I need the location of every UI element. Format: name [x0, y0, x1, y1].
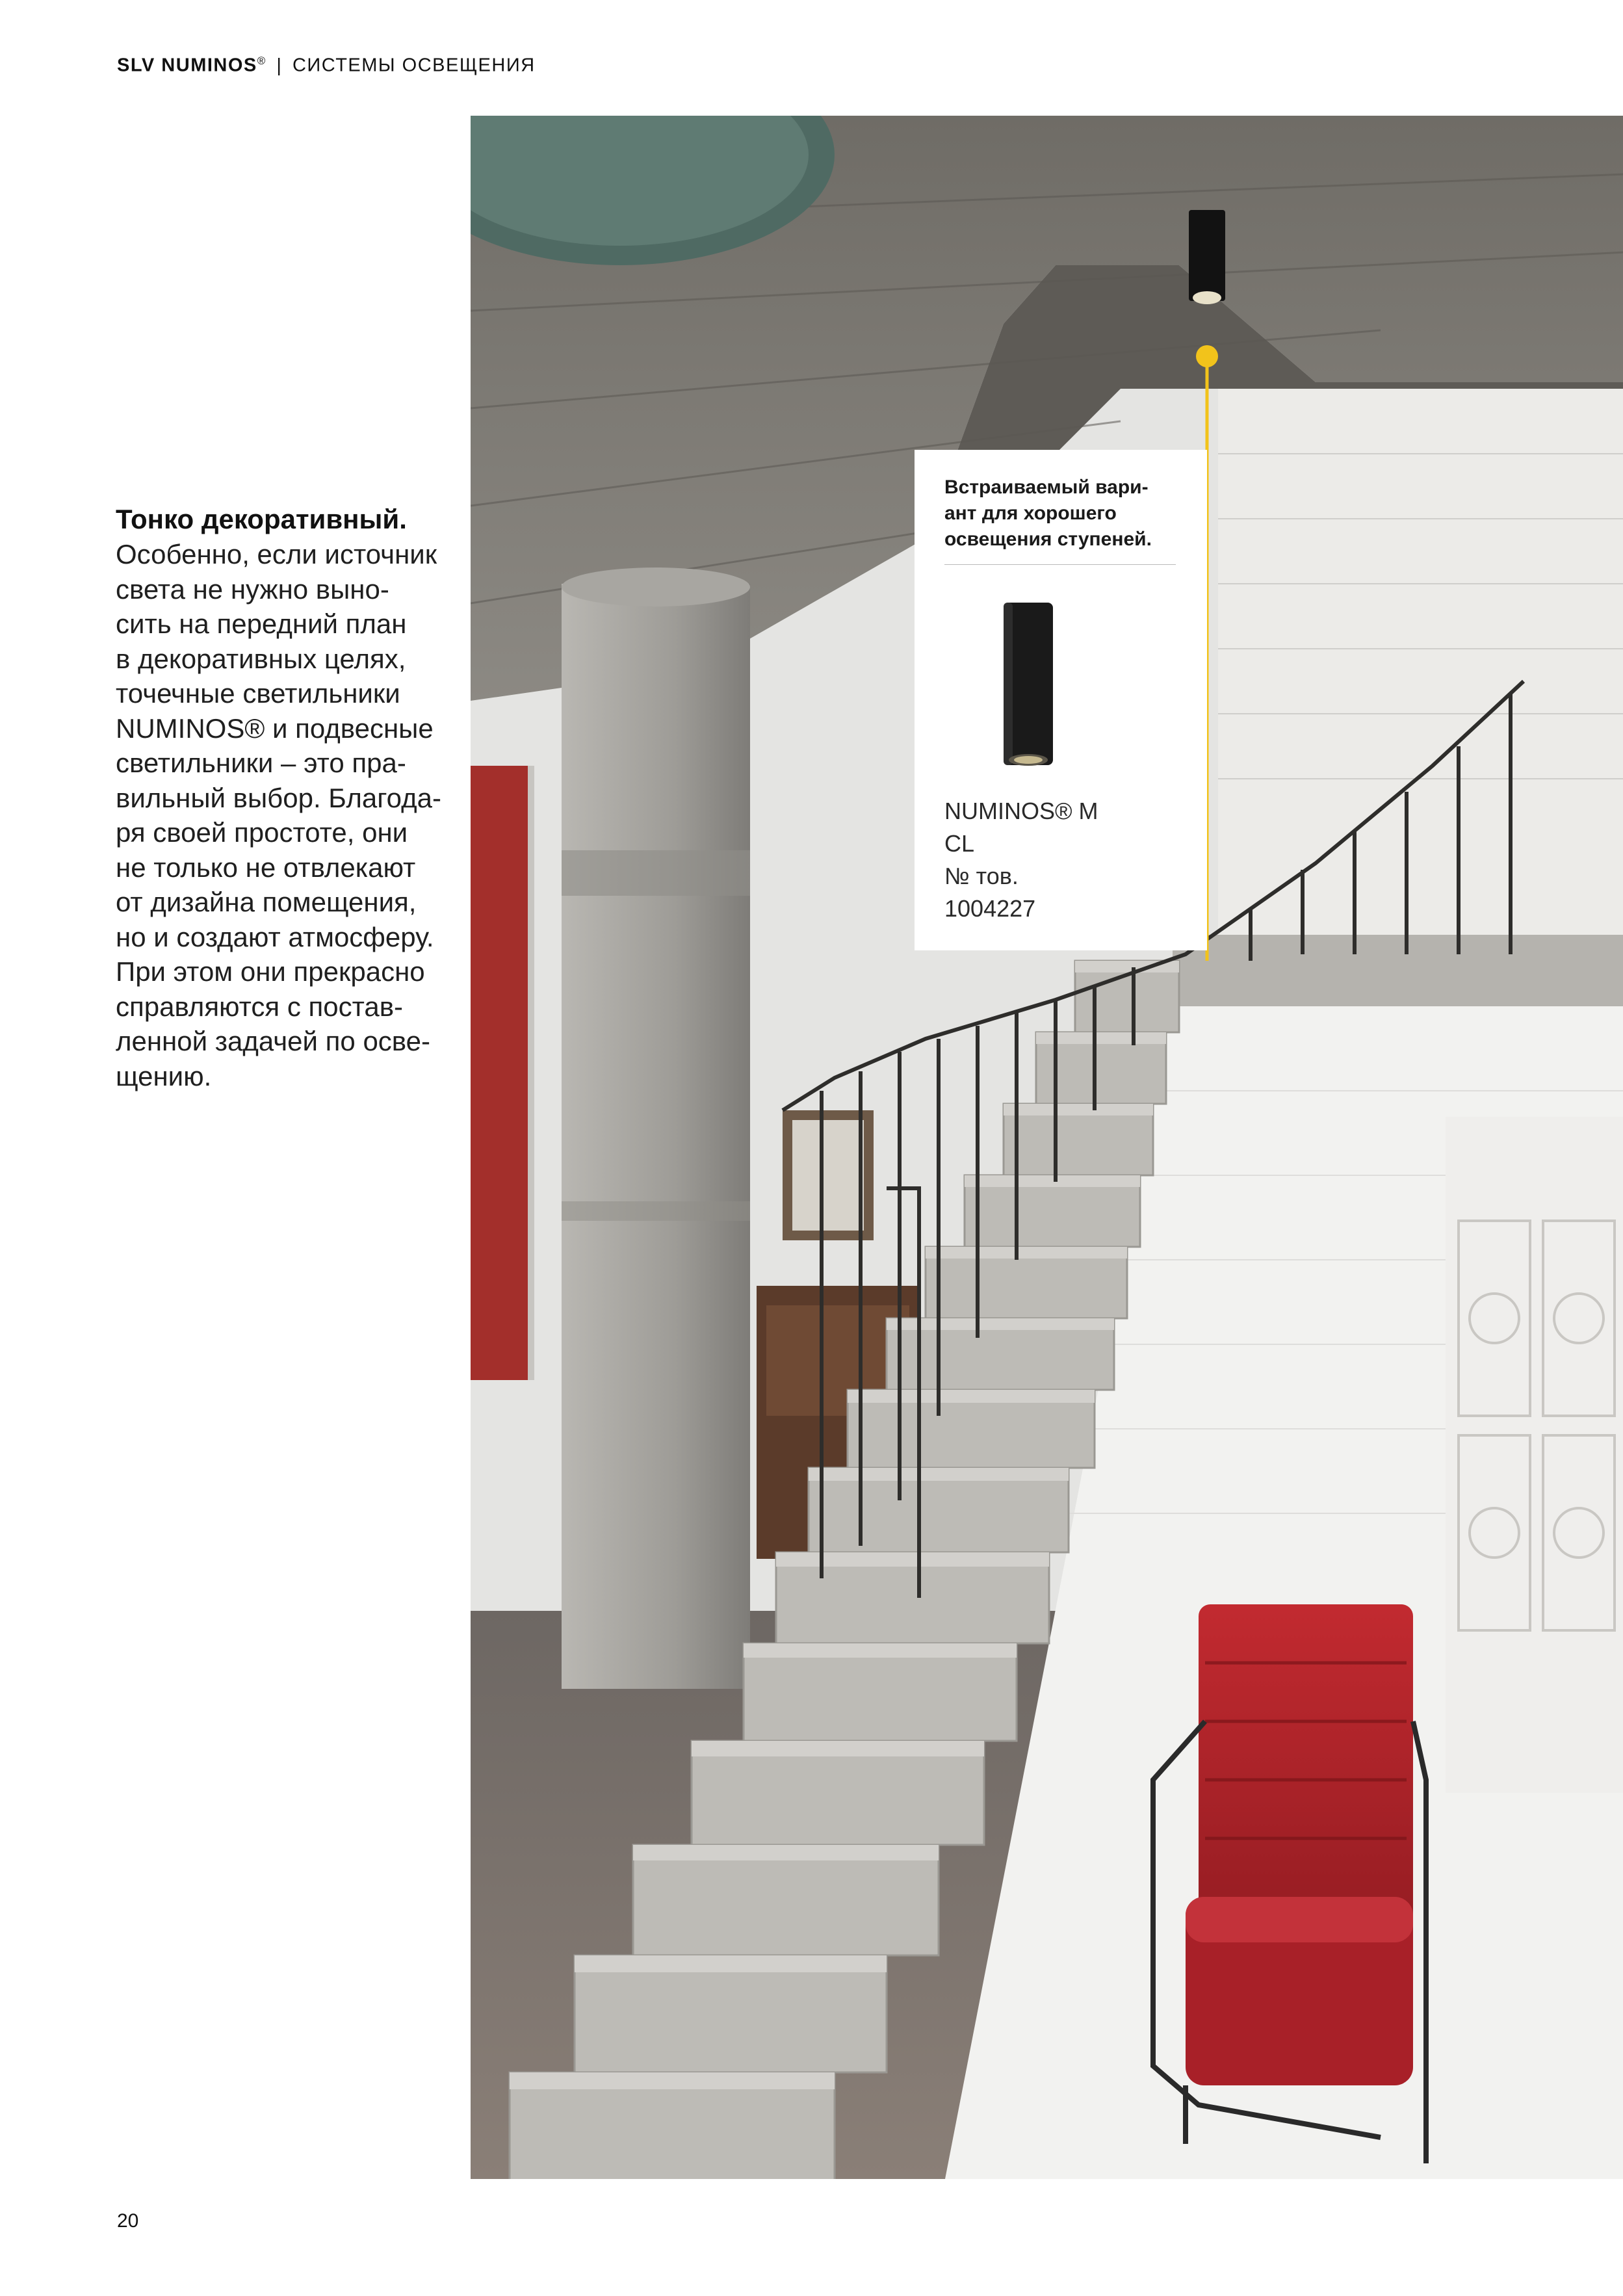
product-caption — [944, 475, 1177, 553]
intro-line: Особенно, если источник — [116, 539, 437, 569]
caption-divider — [944, 564, 1176, 565]
product-name: NUMINOS® M — [944, 798, 1098, 824]
intro-line: точечные светильники — [116, 678, 400, 709]
running-header — [117, 55, 536, 77]
intro-line: не только не отвлекают — [116, 852, 416, 883]
header-separator: | — [276, 55, 283, 76]
caption-line: Встраиваемый вари- — [944, 476, 1149, 498]
article-number: 1004227 — [944, 895, 1036, 922]
intro-line: щению. — [116, 1060, 212, 1091]
staircase-photo — [471, 116, 1623, 2179]
intro-line: справляются с постав- — [116, 991, 404, 1022]
intro-line: ря своей простоте, они — [116, 817, 408, 848]
intro-body — [116, 537, 454, 1093]
intro-line: в декоративных целях, — [116, 643, 406, 674]
intro-line: NUMINOS® и подвесные — [116, 712, 434, 744]
page-number: 20 — [117, 2210, 139, 2232]
intro-line: светильники – это пра- — [116, 748, 406, 778]
registered-mark: ® — [257, 55, 266, 67]
caption-line: ант для хорошего — [944, 502, 1117, 524]
article-label: № тов. — [944, 863, 1019, 889]
intro-line: вильный выбор. Благода- — [116, 782, 441, 813]
product-variant: CL — [944, 830, 975, 857]
intro-line: от дизайна помещения, — [116, 887, 417, 917]
intro-text — [116, 502, 454, 1093]
intro-line: сить на передний план — [116, 608, 407, 639]
caption-line: освещения ступеней. — [944, 528, 1152, 550]
product-callout-card — [915, 450, 1207, 950]
product-spec — [944, 795, 1098, 925]
header-section: СИСТЕМЫ ОСВЕЩЕНИЯ — [292, 55, 536, 76]
intro-line: При этом они прекрасно — [116, 956, 425, 987]
intro-line: но и создают атмосферу. — [116, 921, 434, 952]
header-brand: SLV NUMINOS — [117, 55, 257, 76]
intro-line: ленной задачей по осве- — [116, 1026, 430, 1056]
intro-line: света не нужно выно- — [116, 573, 389, 605]
product-thumbnail — [996, 601, 1061, 774]
intro-title: Тонко декоративный. — [116, 504, 407, 534]
